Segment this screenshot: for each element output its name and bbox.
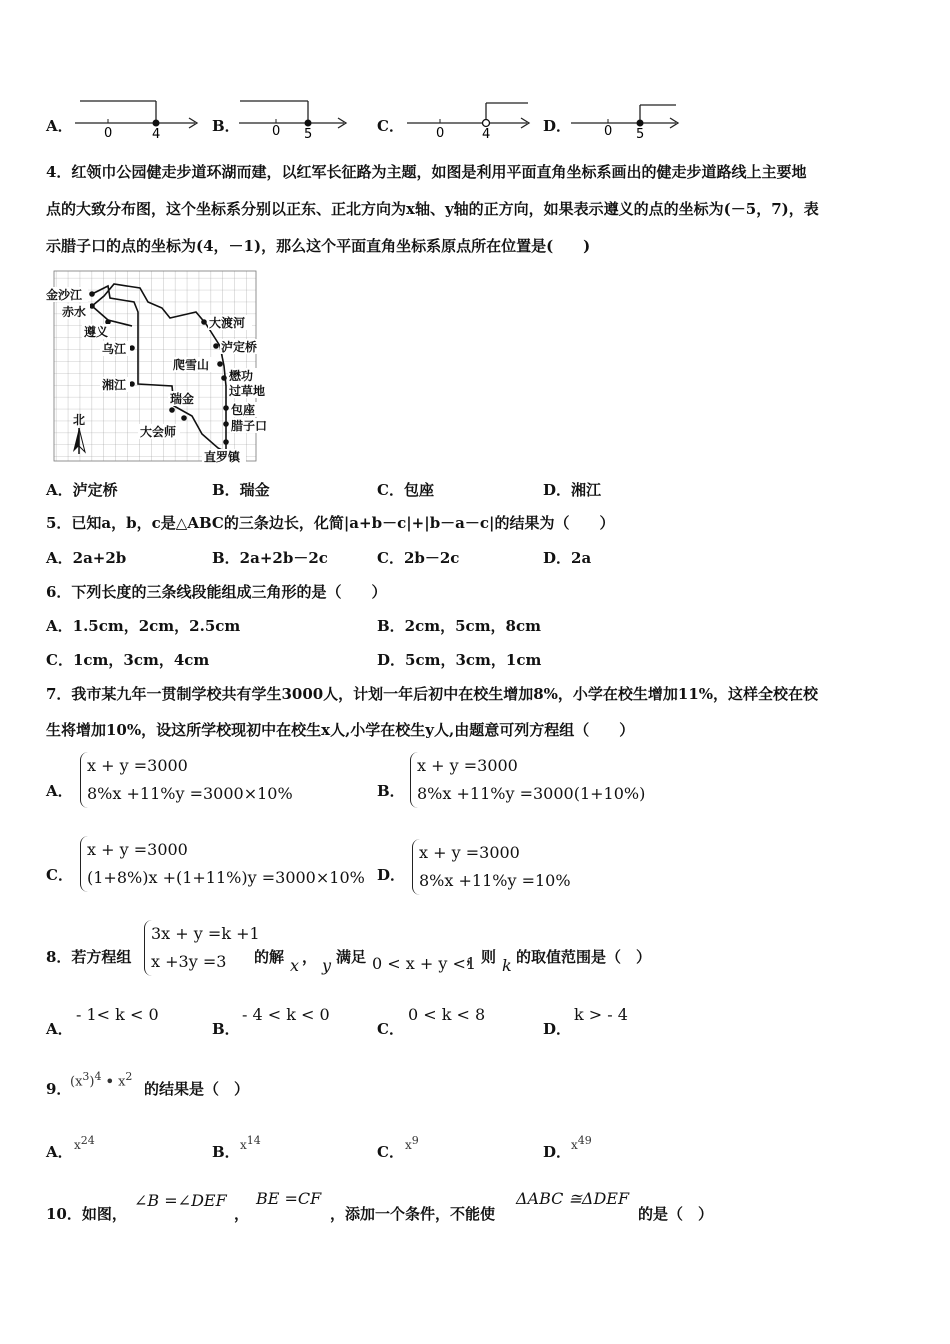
q6-option-d: D．5cm，3cm，1cm [377,651,542,669]
map-label-guocaodi: 过草地 [229,384,266,398]
q8-var-k: k [502,956,512,975]
q8-option-a-letter: A． [46,1020,73,1038]
q5-option-a: A．2a+2b [46,549,127,567]
map-label-xiangjiang: 湘江 [102,378,127,392]
map-label-jinshajiang: 金沙江 [46,288,83,302]
map-label-north: 北 [73,413,86,427]
q5-option-b: B．2a+2b－2c [212,549,328,567]
q6-stem: 6．下列长度的三条线段能组成三角形的是（ ） [46,583,387,601]
q3-c-num-label: 4 [482,127,491,140]
q5-option-d: D．2a [543,549,592,567]
q3-option-b-letter: B． [212,117,240,135]
q8-var-x: x [290,956,300,975]
q7-option-c-letter: C． [46,866,73,884]
q7-option-b-system [410,752,645,808]
q4-stem-line3: 示腊子口的点的坐标为(4，－1)，那么这个平面直角坐标系原点所在位置是( ) [46,237,591,255]
q7-a-eq1: x + y =3000 [87,756,188,775]
q7-c-eq2: (1+8%)x +(1+11%)y =3000×10% [87,868,365,887]
q3-option-b-numberline [236,95,356,140]
q3-option-a-letter: A． [46,117,73,135]
q3-option-a-numberline [70,95,205,140]
q3-option-c-numberline [402,95,537,140]
q3-a-zero-label: 0 [104,126,113,140]
q9-exp-inner: 3 [82,1070,90,1083]
q9-option-c-letter: C． [377,1143,404,1161]
q7-option-d-letter: D． [377,866,406,884]
q3-d-num-label: 5 [636,127,645,140]
map-label-ludingqiao: 泸定桥 [221,340,258,354]
q3-option-c-letter: C． [377,117,404,135]
q9-base2: x [118,1074,126,1090]
map-label-maogong: 懋功 [229,369,254,383]
q7-d-eq2: 8%x +11%y =10% [419,871,571,890]
map-label-ruijin: 瑞金 [170,392,195,406]
q10-prefix: 10．如图， [46,1205,127,1223]
q7-option-d-system [412,839,571,895]
q5-option-c: C．2b－2c [377,549,460,567]
q8-option-d-letter: D． [543,1020,572,1038]
q4-option-d: D．湘江 [543,481,602,499]
q9-exp2: 2 [125,1070,133,1083]
q10-mid: ，添加一个条件，不能使 [330,1205,496,1223]
q3-b-num-label: 5 [304,127,313,140]
q10-cond2: BE =CF [256,1189,322,1208]
q7-b-eq1: x + y =3000 [417,756,518,775]
map-label-lazikou: 腊子口 [231,419,268,433]
q7-option-a-letter: A． [46,782,73,800]
q3-option-d-letter: D． [543,117,572,135]
q3-d-zero-label: 0 [604,124,613,139]
q9-option-d-letter: D． [543,1143,572,1161]
map-label-wujiang: 乌江 [102,342,127,356]
q6-option-c: C．1cm，3cm，4cm [46,651,210,669]
q7-stem-line1: 7．我市某九年一贯制学校共有学生3000人，计划一年后初中在校生增加8%，小学在校生增加11%，这样全校在校 [46,685,819,703]
q9-expression [70,1070,132,1089]
q4-stem-line2: 点的大致分布图，这个坐标系分别以正东、正北方向为x轴、y轴的正方向，如果表示遵义的点的坐标为(－5，7)，表 [46,200,819,218]
q9-option-c-expr [405,1134,419,1152]
q8-option-d-expr: k > - 4 [574,1005,628,1024]
map-label-zunyi: 遵义 [84,325,109,339]
q4-option-b: B．瑞金 [212,481,270,499]
q4-stem-line1: 4．红领巾公园健走步道环湖而建，以红军长征路为主题，如图是利用平面直角坐标系画出的健走步道路线上主要地 [46,163,807,181]
q8-var-y: y [322,956,332,975]
q8-mid1: 的解 [254,948,285,966]
q9-option-b-expr [240,1134,261,1152]
q7-option-b-letter: B． [377,782,405,800]
q9-option-a-expr [74,1134,95,1152]
q7-option-a-system [80,752,293,808]
q7-d-eq1: x + y =3000 [419,843,520,862]
q9-dot: • [105,1074,114,1090]
q10-cond1: ∠B =∠DEF [134,1191,227,1210]
q7-stem-line2: 生将增加10%，设这所学校现初中在校生x人,小学在校生y人,由题意可列方程组（ ） [46,721,635,739]
q9-close-paren: ) [89,1074,95,1090]
q8-eq2: x +3y =3 [151,952,227,971]
q9-c-exp: 9 [411,1134,419,1147]
q4-route-map [44,266,280,470]
q6-option-b: B．2cm，5cm，8cm [377,617,542,635]
q8-prefix: 8．若方程组 [46,948,132,966]
q7-c-eq1: x + y =3000 [87,840,188,859]
q8-eq1: 3x + y =k +1 [151,924,260,943]
q10-suffix: 的是（ ） [638,1205,714,1223]
q9-option-a-letter: A． [46,1143,73,1161]
q9-base1: (x [70,1074,83,1090]
q8-system [144,920,260,976]
q7-option-c-system [80,836,365,892]
q8-mid3: ，则 [466,948,497,966]
q8-option-b-expr: - 4 < k < 0 [242,1005,330,1024]
q7-b-eq2: 8%x +11%y =3000(1+10%) [417,784,646,803]
q5-stem: 5．已知a，b，c是△ABC的三条边长，化简|a+b－c|+|b－a－c|的结果为（ ） [46,514,615,532]
q4-option-a: A．泸定桥 [46,481,118,499]
q3-c-zero-label: 0 [436,126,445,140]
q8-condition: 0 < x + y <1 [372,954,477,973]
q8-option-c-letter: C． [377,1020,404,1038]
q8-mid2: 满足 [336,948,367,966]
map-label-zhiluozhen: 直罗镇 [204,450,241,464]
q8-option-b-letter: B． [212,1020,240,1038]
q4-option-c: C．包座 [377,481,434,499]
q9-exp-outer: 4 [94,1070,102,1083]
q9-c-base: x [405,1138,412,1152]
q9-a-base: x [74,1138,81,1152]
q3-option-d-numberline [568,95,688,140]
map-label-daduhe: 大渡河 [209,316,246,330]
q9-b-base: x [240,1138,247,1152]
q9-option-b-letter: B． [212,1143,240,1161]
q8-sep: ， [302,948,318,966]
map-label-chishui: 赤水 [62,305,87,319]
q3-a-num-label: 4 [152,127,161,140]
q3-b-zero-label: 0 [272,124,281,139]
q9-suffix: 的结果是（ ） [144,1080,250,1098]
q9-option-d-expr [571,1134,592,1152]
q9-d-base: x [571,1138,578,1152]
map-label-paxueshan: 爬雪山 [173,358,210,372]
q9-b-exp: 14 [246,1134,261,1147]
map-label-baozuo: 包座 [231,403,256,417]
q9-d-exp: 49 [577,1134,592,1147]
q8-option-a-expr: - 1< k < 0 [76,1005,159,1024]
q9-a-exp: 24 [80,1134,95,1147]
q6-option-a: A．1.5cm，2cm，2.5cm [46,617,241,635]
q8-option-c-expr: 0 < k < 8 [408,1005,486,1024]
q7-a-eq2: 8%x +11%y =3000×10% [87,784,293,803]
q8-suffix: 的取值范围是（ ） [516,948,652,966]
q10-cond3: ΔABC ≅ΔDEF [516,1189,630,1208]
map-label-dahuishi: 大会师 [140,425,177,439]
q10-comma: ， [234,1205,250,1223]
q9-prefix: 9． [46,1080,72,1098]
